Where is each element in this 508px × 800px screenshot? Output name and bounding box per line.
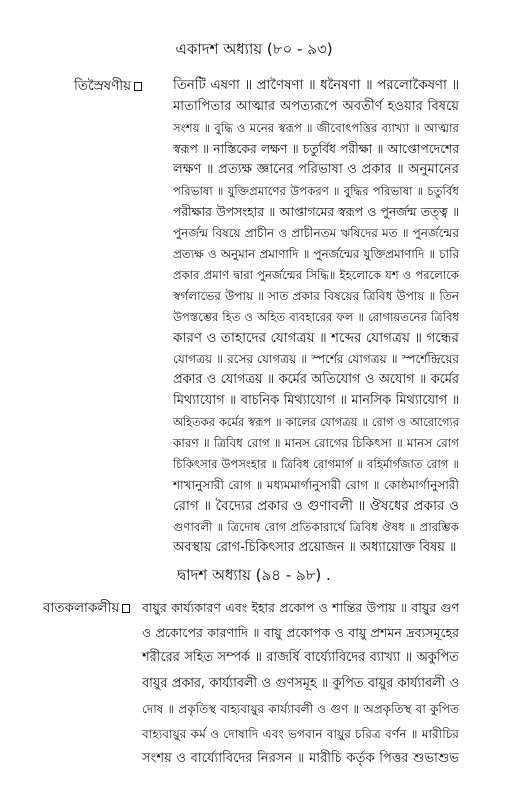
chapter-11-contents xyxy=(173,76,459,556)
content-line: যোগত্রয় ॥ রসের যোগত্রয় ॥ স্পর্শের যোগত্রয় ॥ স্পর্শেন্দ্রিয়ের xyxy=(173,352,459,366)
content-line: লক্ষণ ॥ প্রত্যক্ষ জ্ঞানের পরিভাষা ও প্রকার ॥ অনুমানের xyxy=(173,162,459,177)
content-line: পুনর্জন্ম বিষয়ে প্রাচীন ও প্রাচীনতম ঋষিদের মত ॥ পুনর্জন্মের xyxy=(173,226,459,240)
content-line: বাহ্যবায়ুর কর্ম ও দোষাদি এবং ভগবান বায়ুর চরিত্র বর্ণন ॥ মারীচির xyxy=(142,727,459,741)
chapter-12-topic-name: বাতকলাকলীয় xyxy=(43,600,120,616)
content-line: ও প্রকোপের কারণাদি ॥ বায়ু প্রকোপক ও বায়ু প্রশমন দ্রব্যসমূহের xyxy=(142,625,459,641)
content-line: গুণাবলী ॥ ত্রিদোষ রোগ প্রতিকারার্থে ত্রিবিধ ঔষধ ॥ প্রারম্ভিক xyxy=(173,520,459,534)
content-line: পরিভাষা ॥ যুক্তিপ্রমাণের উপকরণ ॥ বুদ্ধির পরিভাষা ॥ চতুর্বিধ xyxy=(173,184,459,198)
content-line: উপস্তম্ভের হিত ও অহিত ব্যবহারের ফল ॥ রোগায়তনের ত্রিবিধ xyxy=(173,310,459,324)
content-line: শরীরের সহিত সম্পর্ক ॥ রাজর্ষি বার্য্যোবিদের ব্যাখ্যা ॥ অকুপিত xyxy=(142,650,459,666)
chapter-12-heading: দ্বাদশ অধ্যায় (৯৪ - ৯৮) . xyxy=(177,566,331,584)
chapter-12-topic-label xyxy=(43,598,130,618)
content-line: শাখানুসারী রোগ ॥ মধ্যমমার্গানুসারী রোগ ॥ কোষ্ঠমার্গানুসারী xyxy=(173,478,459,492)
checkbox-square-icon xyxy=(122,604,130,613)
content-line: মাতাপিতার আত্মার অপত্যরূপে অবতীর্ণ হওয়ার বিষয়ে xyxy=(173,99,459,114)
content-line: অহিতকর কর্মের স্বরূপ ॥ কালের যোগত্রয় ॥ রোগ ও আরোগ্যের xyxy=(173,415,459,429)
chapter-11-heading: একাদশ অধ্যায় (৮০ - ৯৩) xyxy=(175,40,333,58)
content-line: প্রকার প্রমাণ দ্বারা পুনর্জন্মের সিদ্ধি॥ ইহলোকে যশ ও পরলোকে xyxy=(173,268,459,282)
chapter-11-topic-label xyxy=(74,76,142,96)
content-line: স্বর্গলাভের উপায় ॥ সাত প্রকার বিষয়ের ত্রিবিধ উপায় ॥ তিন xyxy=(173,289,459,303)
content-line: তিনটি এষণা ॥ প্রাণৈষণা ॥ ধনৈষণা ॥ পরলোকৈষণা ॥ xyxy=(173,78,459,93)
content-line: প্রকার ও যোগত্রয় ॥ কর্মের অতিযোগ ও অযোগ ॥ কর্মের xyxy=(173,372,459,387)
content-line: কারণ ॥ ত্রিবিধ রোগ ॥ মানস রোগের চিকিৎসা ॥ মানস রোগ xyxy=(173,436,459,450)
content-line: বায়ুর প্রকার, কার্য্যাবলী ও গুণসমূহ ॥ কুপিত বায়ুর কার্য্যাবলী ও xyxy=(142,675,459,691)
content-line: প্রত্যক্ষ ও অনুমান প্রমাণাদি ॥ পুনর্জন্মের যুক্তিপ্রমাণাদি ॥ চারি xyxy=(173,247,459,261)
content-line: কারণ ও তাহাদের যোগত্রয় ॥ শব্দের যোগত্রয় ॥ গন্ধের xyxy=(173,330,459,346)
content-line: স্বরূপ ॥ নাস্তিকের লক্ষণ ॥ চতুর্বিধ পরীক্ষা ॥ আপ্তোপদেশের xyxy=(173,142,459,156)
content-line: সংশয় ও বার্য্যোবিদের নিরসন ॥ মারীচি কর্তৃক পিত্তর শুভাশুভ xyxy=(142,751,459,767)
content-line: সংশয় ॥ বুদ্ধি ও মনের স্বরূপ ॥ জীবোৎপত্তির ব্যাখ্যা ॥ আত্মার xyxy=(173,121,459,135)
chapter-12-contents xyxy=(142,598,459,778)
content-line: পরীক্ষার উপসংহার ॥ আপ্তাগমের স্বরূপ ও পুনর্জন্ম তত্ত্ব ॥ xyxy=(173,205,459,219)
content-line: অবস্থায় রোগ-চিকিৎসার প্রয়োজন ॥ অধ্যায়োক্ত বিষয় ॥ xyxy=(173,540,457,555)
content-line: চিকিৎসার উপসংহার ॥ ত্রিবিধ রোগমার্গ ॥ বহির্মার্গজাত রোগ ॥ xyxy=(173,457,459,471)
chapter-11-topic-name: তিস্রৈষণীয় xyxy=(74,78,132,94)
content-line: মিথ্যাযোগ ॥ বাচনিক মিথ্যাযোগ ॥ মানসিক মিথ্যাযোগ ॥ xyxy=(173,393,459,408)
content-line: দোষ ॥ প্রকৃতিস্থ বাহ্যবায়ুর কার্য্যাবলী ও গুণ ॥ অপ্রকৃতিস্থ বা কুপিত xyxy=(142,701,459,716)
checkbox-square-icon xyxy=(134,82,142,91)
content-line: বায়ুর কার্য্যকারণ এবং ইহার প্রকোপ ও শান্তির উপায় ॥ বায়ুর গুণ xyxy=(142,600,459,615)
content-line: রোগ ॥ বৈদ্যের প্রকার ও গুণাবলী ॥ ঔষধের প্রকার ও xyxy=(173,498,459,514)
